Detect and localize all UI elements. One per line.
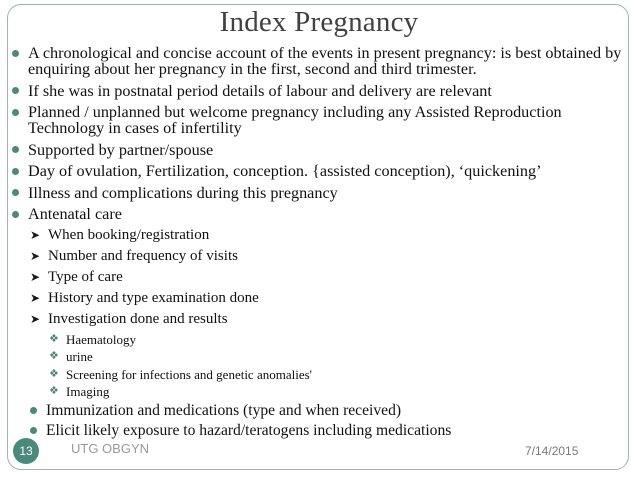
bullet-item bbox=[12, 45, 624, 77]
bullet-item bbox=[12, 403, 624, 419]
diamond-star-bullet-icon: ❖ bbox=[49, 350, 59, 362]
diamond-star-bullet-icon: ❖ bbox=[49, 332, 59, 345]
bullet-item bbox=[12, 423, 624, 439]
arrowhead-bullet-icon: ➤ bbox=[30, 269, 41, 284]
sub-sub-bullet-item bbox=[12, 368, 624, 381]
bullet-item bbox=[12, 83, 624, 99]
bullet-text: Supported by partner/spouse bbox=[28, 140, 214, 159]
bullet-text: Number and frequency of visits bbox=[48, 247, 238, 264]
filled-circle-bullet-icon bbox=[12, 109, 19, 116]
filled-circle-bullet-icon bbox=[12, 211, 19, 218]
diamond-star-bullet-icon: ❖ bbox=[49, 367, 59, 380]
footer-text: UTG OBGYN bbox=[71, 441, 150, 456]
bullet-text: Day of ovulation, Fertilization, conception. {assisted conception), ‘quickening’ bbox=[28, 162, 542, 180]
bullet-text: If she was in postnatal period details of labour and delivery are relevant bbox=[28, 81, 492, 100]
filled-circle-bullet-icon bbox=[12, 189, 19, 196]
bullet-text: Imaging bbox=[66, 384, 110, 399]
sub-bullet-item bbox=[12, 270, 624, 285]
bullet-item bbox=[12, 163, 624, 179]
bullet-text: Screening for infections and genetic anomalies' bbox=[66, 366, 313, 382]
bullet-item bbox=[12, 104, 624, 136]
bullet-text: urine bbox=[66, 349, 93, 364]
sub-bullet-item bbox=[12, 228, 624, 243]
bullet-text: Investigation done and results bbox=[48, 310, 228, 327]
bullet-item bbox=[12, 185, 624, 201]
arrowhead-bullet-icon: ➤ bbox=[30, 311, 41, 326]
arrowhead-bullet-icon: ➤ bbox=[30, 248, 41, 263]
bullet-text: History and type examination done bbox=[48, 289, 259, 306]
arrowhead-bullet-icon: ➤ bbox=[30, 227, 41, 242]
diamond-star-bullet-icon: ❖ bbox=[49, 385, 59, 397]
filled-circle-bullet-icon bbox=[12, 87, 19, 94]
bullet-text: Antenatal care bbox=[28, 205, 122, 223]
bullet-text: Immunization and medications (type and when received) bbox=[46, 401, 402, 419]
filled-circle-bullet-icon bbox=[12, 168, 19, 175]
slide-number-badge: 13 bbox=[13, 438, 39, 464]
arrowhead-bullet-icon: ➤ bbox=[30, 290, 41, 305]
sub-sub-bullet-item bbox=[12, 333, 624, 346]
bullet-text: Illness and complications during this pregnancy bbox=[28, 183, 338, 202]
bullet-text: Planned / unplanned but welcome pregnancy including any Assisted Reproduction Technology in cases of infertility bbox=[28, 103, 562, 137]
sub-bullet-item bbox=[12, 312, 624, 327]
filled-circle-bullet-icon bbox=[30, 427, 37, 434]
filled-circle-bullet-icon bbox=[30, 407, 37, 414]
bullet-item bbox=[12, 206, 624, 222]
slide-title: Index Pregnancy bbox=[219, 6, 419, 38]
sub-bullet-item bbox=[12, 291, 624, 306]
sub-bullet-item bbox=[12, 249, 624, 264]
bullet-text: Haematology bbox=[66, 331, 137, 347]
sub-sub-bullet-item bbox=[12, 385, 624, 398]
filled-circle-bullet-icon bbox=[12, 50, 19, 57]
sub-sub-bullet-item bbox=[12, 350, 624, 363]
bullet-item bbox=[12, 142, 624, 158]
bullet-text: A chronological and concise account of the events in present pregnancy: is best obtained by enquiring about her pregnancy in the first, second and third trimester. bbox=[28, 44, 622, 78]
footer-date: 7/14/2015 bbox=[525, 444, 579, 458]
filled-circle-bullet-icon bbox=[12, 146, 19, 153]
bullet-text: When booking/registration bbox=[48, 226, 210, 243]
bullet-text: Type of care bbox=[48, 268, 123, 285]
bullet-list bbox=[12, 45, 624, 443]
bullet-text: Elicit likely exposure to hazard/teratogens including medications bbox=[46, 421, 452, 439]
